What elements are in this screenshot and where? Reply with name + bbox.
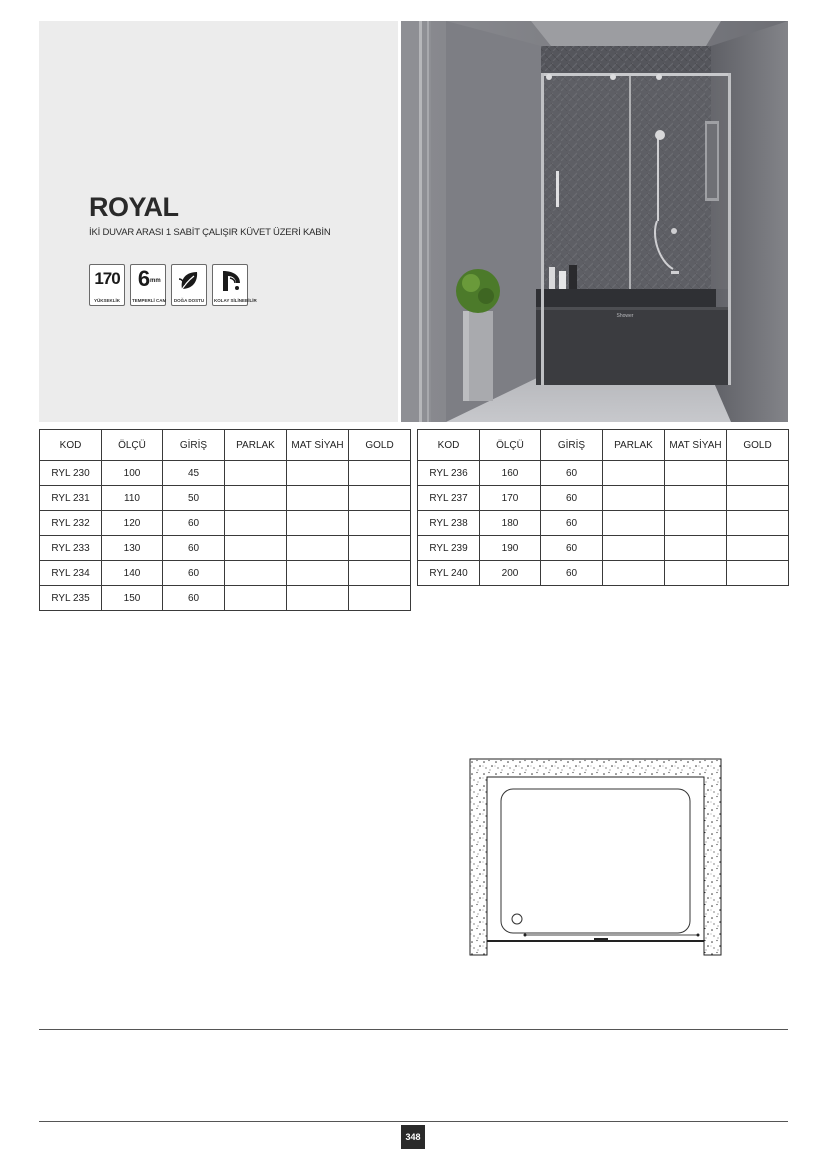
cell-giris: 50 xyxy=(163,486,225,511)
cell-parlak xyxy=(225,586,287,611)
cell-kod: RYL 234 xyxy=(40,561,102,586)
table-header-row xyxy=(40,430,411,461)
tub-brand-label: Shower xyxy=(616,313,634,319)
cell-giris: 60 xyxy=(541,486,603,511)
glass-thickness-value: 6 xyxy=(137,266,151,291)
header-giris: GİRİŞ xyxy=(163,430,225,461)
table-row xyxy=(418,486,789,511)
cell-olcu: 180 xyxy=(480,511,541,536)
bathroom-illustration xyxy=(401,21,788,422)
table-row xyxy=(418,536,789,561)
header-parlak: PARLAK xyxy=(225,430,287,461)
cell-parlak xyxy=(225,561,287,586)
cell-giris: 60 xyxy=(541,561,603,586)
page-number: 348 xyxy=(401,1125,425,1149)
cell-mat-siyah xyxy=(665,536,727,561)
easy-clean-icon xyxy=(212,264,257,306)
table-row xyxy=(418,561,789,586)
cell-parlak xyxy=(603,536,665,561)
header-gold: GOLD xyxy=(349,430,411,461)
cell-kod: RYL 233 xyxy=(40,536,102,561)
spec-table-left xyxy=(39,429,411,611)
cell-mat-siyah xyxy=(287,461,349,486)
cell-giris: 60 xyxy=(163,511,225,536)
cell-olcu: 150 xyxy=(102,586,163,611)
cell-mat-siyah xyxy=(665,486,727,511)
header-olcu: ÖLÇÜ xyxy=(102,430,163,461)
cell-olcu: 130 xyxy=(102,536,163,561)
table-row xyxy=(40,536,411,561)
cell-gold xyxy=(349,536,411,561)
cell-mat-siyah xyxy=(665,461,727,486)
cell-gold xyxy=(349,511,411,536)
table-header-row xyxy=(418,430,789,461)
feature-caption: DOĞA DOSTU xyxy=(173,298,205,303)
product-description: İKİ DUVAR ARASI 1 SABİT ÇALIŞIR KÜVET ÜZERİ KABİN xyxy=(89,227,331,238)
shower-cabin-photo xyxy=(401,21,788,422)
cell-gold xyxy=(349,461,411,486)
cell-parlak xyxy=(225,536,287,561)
cell-giris: 60 xyxy=(163,586,225,611)
cell-olcu: 190 xyxy=(480,536,541,561)
cell-parlak xyxy=(603,461,665,486)
cell-kod: RYL 240 xyxy=(418,561,480,586)
cell-gold xyxy=(349,561,411,586)
cell-giris: 60 xyxy=(163,536,225,561)
height-170-icon xyxy=(89,264,125,306)
feature-caption: YÜKSEKLİK xyxy=(93,298,120,303)
cell-parlak xyxy=(603,511,665,536)
table-row xyxy=(40,586,411,611)
cell-kod: RYL 237 xyxy=(418,486,480,511)
cell-mat-siyah xyxy=(287,586,349,611)
cell-kod: RYL 232 xyxy=(40,511,102,536)
cell-olcu: 120 xyxy=(102,511,163,536)
cell-gold xyxy=(727,561,789,586)
header-kod: KOD xyxy=(40,430,102,461)
eco-leaf-icon xyxy=(171,264,207,306)
cell-kod: RYL 236 xyxy=(418,461,480,486)
cell-kod: RYL 238 xyxy=(418,511,480,536)
header-olcu: ÖLÇÜ xyxy=(480,430,541,461)
leaf-glyph xyxy=(172,267,206,295)
cell-giris: 60 xyxy=(541,511,603,536)
cell-mat-siyah xyxy=(665,561,727,586)
feature-caption: KOLAY SİLİNEBİLİR xyxy=(214,298,257,303)
feature-badges xyxy=(89,264,257,306)
bathtub-top-view-diagram xyxy=(470,759,721,955)
header-kod: KOD xyxy=(418,430,480,461)
cell-kod: RYL 239 xyxy=(418,536,480,561)
cell-giris: 45 xyxy=(163,461,225,486)
divider-line xyxy=(39,1121,788,1122)
cell-gold xyxy=(727,461,789,486)
cell-kod: RYL 231 xyxy=(40,486,102,511)
cell-mat-siyah xyxy=(287,536,349,561)
product-title: ROYAL xyxy=(89,192,179,222)
cell-gold xyxy=(349,486,411,511)
cell-mat-siyah xyxy=(665,511,727,536)
height-value: 170 xyxy=(94,269,120,288)
cell-parlak xyxy=(225,461,287,486)
table-row xyxy=(40,511,411,536)
cell-olcu: 200 xyxy=(480,561,541,586)
header-mat-siyah: MAT SİYAH xyxy=(287,430,349,461)
cell-mat-siyah xyxy=(287,511,349,536)
table-row xyxy=(40,561,411,586)
cell-parlak xyxy=(225,511,287,536)
cell-gold xyxy=(727,536,789,561)
cell-gold xyxy=(727,486,789,511)
cell-olcu: 140 xyxy=(102,561,163,586)
cell-mat-siyah xyxy=(287,486,349,511)
divider-line xyxy=(39,1029,788,1030)
cell-parlak xyxy=(603,561,665,586)
feature-caption: TEMPERLİ CAM xyxy=(132,298,167,303)
cell-olcu: 100 xyxy=(102,461,163,486)
cell-mat-siyah xyxy=(287,561,349,586)
cell-gold xyxy=(349,586,411,611)
header-mat-siyah: MAT SİYAH xyxy=(665,430,727,461)
cell-giris: 60 xyxy=(541,461,603,486)
cell-kod: RYL 235 xyxy=(40,586,102,611)
glass-thickness-unit: mm xyxy=(150,278,161,284)
cell-gold xyxy=(727,511,789,536)
table-row xyxy=(418,511,789,536)
spec-table-right xyxy=(417,429,789,586)
cell-parlak xyxy=(603,486,665,511)
header-parlak: PARLAK xyxy=(603,430,665,461)
table-row xyxy=(40,461,411,486)
cell-giris: 60 xyxy=(163,561,225,586)
cell-olcu: 110 xyxy=(102,486,163,511)
cell-kod: RYL 230 xyxy=(40,461,102,486)
header-gold: GOLD xyxy=(727,430,789,461)
drop-glyph xyxy=(213,267,247,295)
table-row xyxy=(418,461,789,486)
cell-olcu: 170 xyxy=(480,486,541,511)
cell-giris: 60 xyxy=(541,536,603,561)
header-giris: GİRİŞ xyxy=(541,430,603,461)
cell-olcu: 160 xyxy=(480,461,541,486)
cell-parlak xyxy=(225,486,287,511)
glass-6mm-icon xyxy=(130,264,166,306)
table-row xyxy=(40,486,411,511)
